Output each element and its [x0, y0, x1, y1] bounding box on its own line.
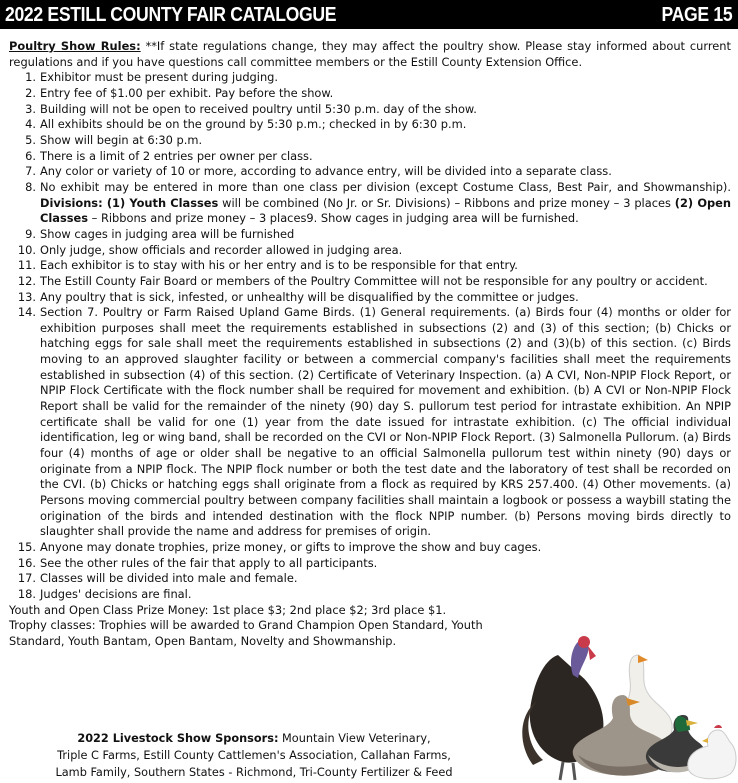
rules-intro-text: **If state regulations change, they may affect the poultry show. Please stay informed about current regulations and if you have questions call committee members or the Estill County Extension Office.	[9, 39, 731, 69]
rule-item	[9, 243, 731, 259]
rule-number: 1.	[25, 70, 36, 85]
rule-text-mid: will be combined (No Jr. or Sr. Divisions) – Ribbons and prize money – 3 places	[218, 195, 675, 210]
rule-item	[9, 164, 731, 180]
rule-item	[9, 571, 731, 587]
rules-list	[9, 70, 731, 602]
rule-text: See the other rules of the fair that apply to all participants.	[40, 555, 378, 570]
rule-number: 2.	[25, 85, 36, 100]
rule-text: Each exhibitor is to stay with his or her entry and is to be responsible for that entry.	[40, 258, 518, 273]
rule-number: 9.	[25, 226, 36, 241]
catalogue-title: 2022 ESTILL COUNTY FAIR CATALOGUE	[5, 2, 337, 26]
sponsors-block	[8, 730, 500, 781]
rule-text: Show will begin at 6:30 p.m.	[40, 132, 203, 147]
rule-item	[9, 133, 731, 149]
hen-icon	[688, 725, 736, 779]
rule-item	[9, 86, 731, 102]
rule-text: Any color or variety of 10 or more, according to advance entry, will be divided into a separate class.	[40, 164, 612, 179]
rule-text: All exhibits should be on the ground by 5:30 p.m.; checked in by 6:30 p.m.	[40, 117, 467, 132]
rule-number: 18.	[17, 586, 36, 601]
rule-item	[9, 587, 731, 603]
rule-item	[9, 180, 731, 227]
rule-item	[9, 117, 731, 133]
rule-number: 6.	[25, 148, 36, 163]
rule-number: 15.	[17, 540, 36, 554]
rule-text: Anyone may donate trophies, prize money, or gifts to improve the show and buy cages.	[40, 540, 542, 554]
rule-text: Only judge, show officials and recorder allowed in judging area.	[40, 242, 403, 257]
rule-number: 16.	[17, 555, 36, 570]
rule-text-b2: (2) Open Classes	[40, 195, 731, 226]
sponsors-heading: 2022 Livestock Show Sponsors:	[77, 732, 279, 745]
rule-text: Any poultry that is sick, infested, or unhealthy will be disqualified by the committee or judges.	[40, 289, 579, 304]
rule-text: Judges' decisions are final.	[40, 586, 192, 601]
rule-text: Building will not be open to received poultry until 5:30 p.m. day of the show.	[40, 101, 477, 116]
rule-item	[9, 70, 731, 86]
rule-item	[9, 102, 731, 118]
rule-number: 8.	[25, 179, 36, 194]
rule-item	[9, 290, 731, 306]
rule-number: 13.	[17, 289, 36, 304]
rule-text: The Estill County Fair Board or members of the Poultry Committee will not be responsible for any poultry or accident.	[40, 273, 708, 288]
rule-number: 4.	[25, 117, 36, 132]
rule-text: Classes will be divided into male and female.	[40, 571, 298, 586]
rule-text-b1: Divisions: (1) Youth Classes	[40, 195, 219, 210]
rule-item	[9, 274, 731, 290]
rule-number: 5.	[25, 132, 36, 147]
prize-money-text: Youth and Open Class Prize Money: 1st place $3; 2nd place $2; 3rd place $1.	[9, 602, 447, 617]
rule-text: Section 7. Poultry or Farm Raised Upland Game Birds. (1) General requirements. (a) Birds four (4) months or older for exhibition purposes shall meet the requirements established in subsections (2) and (3) of this section; (b) Chicks or hatching eggs for sale shall meet the requirements established in subsections (2) and (3)(b) of this section. (c) Birds moving to an approved slaughter facility or between a commercial company's facilities shall meet the requirements established in subsection (4) of this section. (2) Certificate of Veterinary Inspection. (a) A CVI, Non-NPIP Flock Report, or NPIP Flock Certificate with the flock number shall be required for movement and exhibition. (b) A CVI or Non-NPIP Flock Report shall be valid for the remainder of the ninety (90) day S. pullorum test period for intrastate exhibition. An NPIP certificate shall be valid for one (1) year from the date issued for intrastate exhibition. (c) The official individual identification, leg or wing band, shall be recorded on the CVI or Non-NPIP Flock Report. (3) Salmonella Pullorum. (a) Birds four (4) months of age or older shall be negative to an official Salmonella pullorum test within ninety (90) days or originate from a NPIP flock. The NPIP flock number or both the test date and the laboratory of test shall be recorded on the CVI. (b) Chicks or hatching eggs shall originate from a flock as required by KRS 257.400. (4) Other movements. (a) Persons moving commercial poultry between company facilities shall maintain a logbook or possess a waybill stating the origination of the birds and intended destination with the flock NPIP number. (b) Persons moving birds directly to slaughter shall provide the name and address for premises of origin.	[40, 305, 731, 539]
trophy-classes-text: Trophy classes: Trophies will be awarded to Grand Champion Open Standard, Youth Standard, Youth Bantam, Open Bantam, Novelty and Showmanship.	[9, 618, 483, 648]
rule-number: 10.	[17, 242, 36, 257]
rule-number: 14.	[17, 305, 36, 320]
sponsors-line-1: Mountain View Veterinary,	[278, 732, 431, 745]
rule-number: 11.	[17, 258, 36, 273]
rules-intro	[9, 39, 731, 70]
rule-number: 7.	[25, 164, 36, 179]
rules-heading: Poultry Show Rules:	[9, 39, 141, 53]
page-header	[0, 0, 738, 29]
rule-item	[9, 305, 731, 540]
rule-item	[9, 149, 731, 165]
page-number: PAGE 15	[661, 2, 732, 26]
rule-text-post: – Ribbons and prize money – 3 places9. Show cages in judging area will be furnished.	[88, 211, 579, 226]
rule-item	[9, 556, 731, 572]
sponsors-line-3: Lamb Family, Southern States - Richmond, Tri-County Fertilizer & Feed	[55, 766, 453, 779]
rule-text-pre: No exhibit may be entered in more than one class per division (except Costume Class, Best Pair, and Showmanship).	[40, 179, 731, 194]
rule-item	[9, 258, 731, 274]
rule-number: 17.	[17, 571, 36, 586]
sponsors-line-2: Triple C Farms, Estill County Cattlemen's Association, Callahan Farms,	[57, 749, 451, 762]
rule-item	[9, 540, 731, 556]
poultry-birds-illustration	[518, 630, 738, 783]
rule-item	[9, 227, 731, 243]
rule-text: Show cages in judging area will be furnished	[40, 226, 295, 241]
rule-text: Exhibitor must be present during judging.	[40, 70, 279, 85]
rule-number: 3.	[25, 101, 36, 116]
poultry-rules	[9, 39, 731, 650]
rule-text: Entry fee of $1.00 per exhibit. Pay before the show.	[40, 85, 334, 100]
rule-text: There is a limit of 2 entries per owner per class.	[40, 148, 313, 163]
rule-number: 12.	[17, 273, 36, 288]
